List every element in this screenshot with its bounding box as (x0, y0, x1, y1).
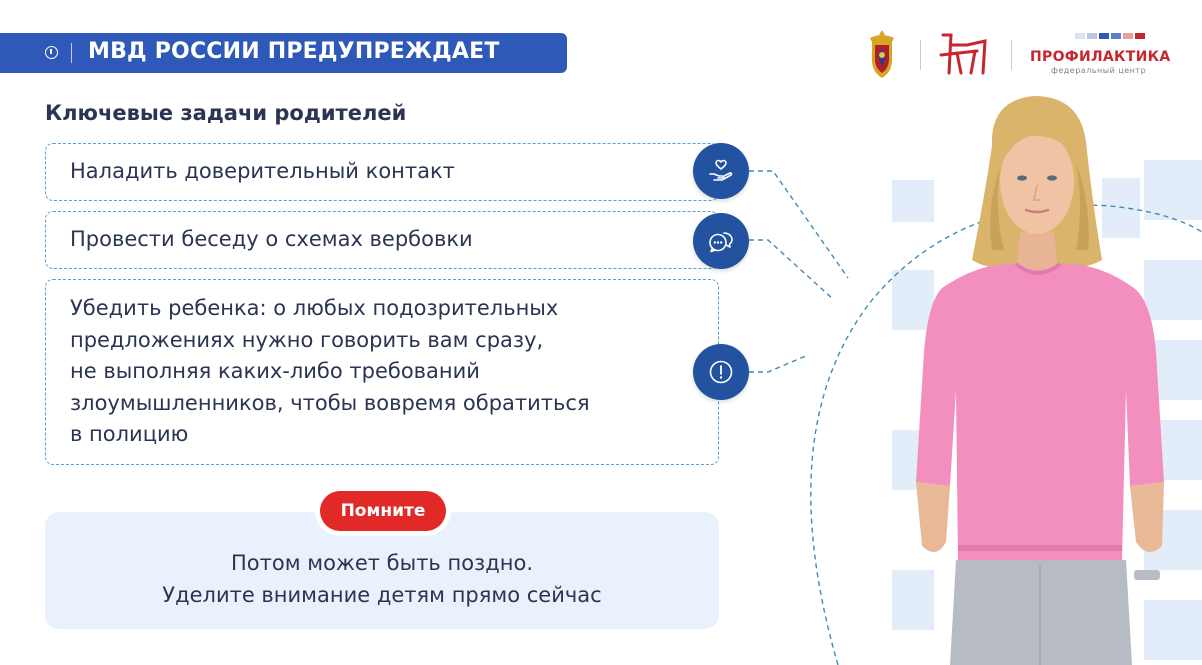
mvd-emblem-icon (864, 28, 900, 80)
woman-photo (880, 90, 1202, 665)
task-line: не выполняя каких-либо требований (70, 359, 480, 383)
logo-divider (1011, 40, 1012, 70)
task-item (45, 211, 719, 269)
task-item (45, 143, 719, 201)
task-line: Провести беседу о схемах вербовки (70, 227, 473, 251)
exclamation-circle-icon (693, 344, 749, 400)
task-text (70, 293, 710, 451)
task-line: в полицию (70, 422, 189, 446)
brand-subtitle: федеральный центр (1051, 66, 1147, 75)
brand-title: ПРОФИЛАКТИКА (1030, 49, 1171, 65)
task-line: Убедить ребенка: о любых подозрительных (70, 296, 559, 320)
info-icon (45, 46, 58, 59)
chat-bubbles-icon (693, 213, 749, 269)
section-title: Ключевые задачи родителей (45, 101, 407, 125)
remember-badge (320, 491, 446, 531)
task-line: злоумышленников, чтобы вовремя обратиться (70, 390, 590, 415)
task-line: Наладить доверительный контакт (70, 159, 455, 183)
remember-text-line: Потом может быть поздно. (230, 551, 533, 575)
heart-in-hand-icon (693, 143, 749, 199)
banner-title: МВД РОССИИ ПРЕДУПРЕЖДАЕТ (88, 39, 500, 64)
logo-divider (920, 40, 921, 70)
brand-squares (1075, 33, 1145, 39)
task-line: предложениях нужно говорить вам сразу, (70, 327, 544, 352)
banner-divider (71, 43, 72, 63)
task-item (45, 279, 719, 465)
task-text (70, 156, 455, 188)
header-banner (0, 33, 567, 73)
task-text (70, 224, 473, 256)
remember-badge-text: Помните (340, 501, 426, 521)
chair-logo-icon (937, 31, 991, 77)
remember-text-line: Уделите внимание детям прямо сейчас (162, 583, 602, 607)
